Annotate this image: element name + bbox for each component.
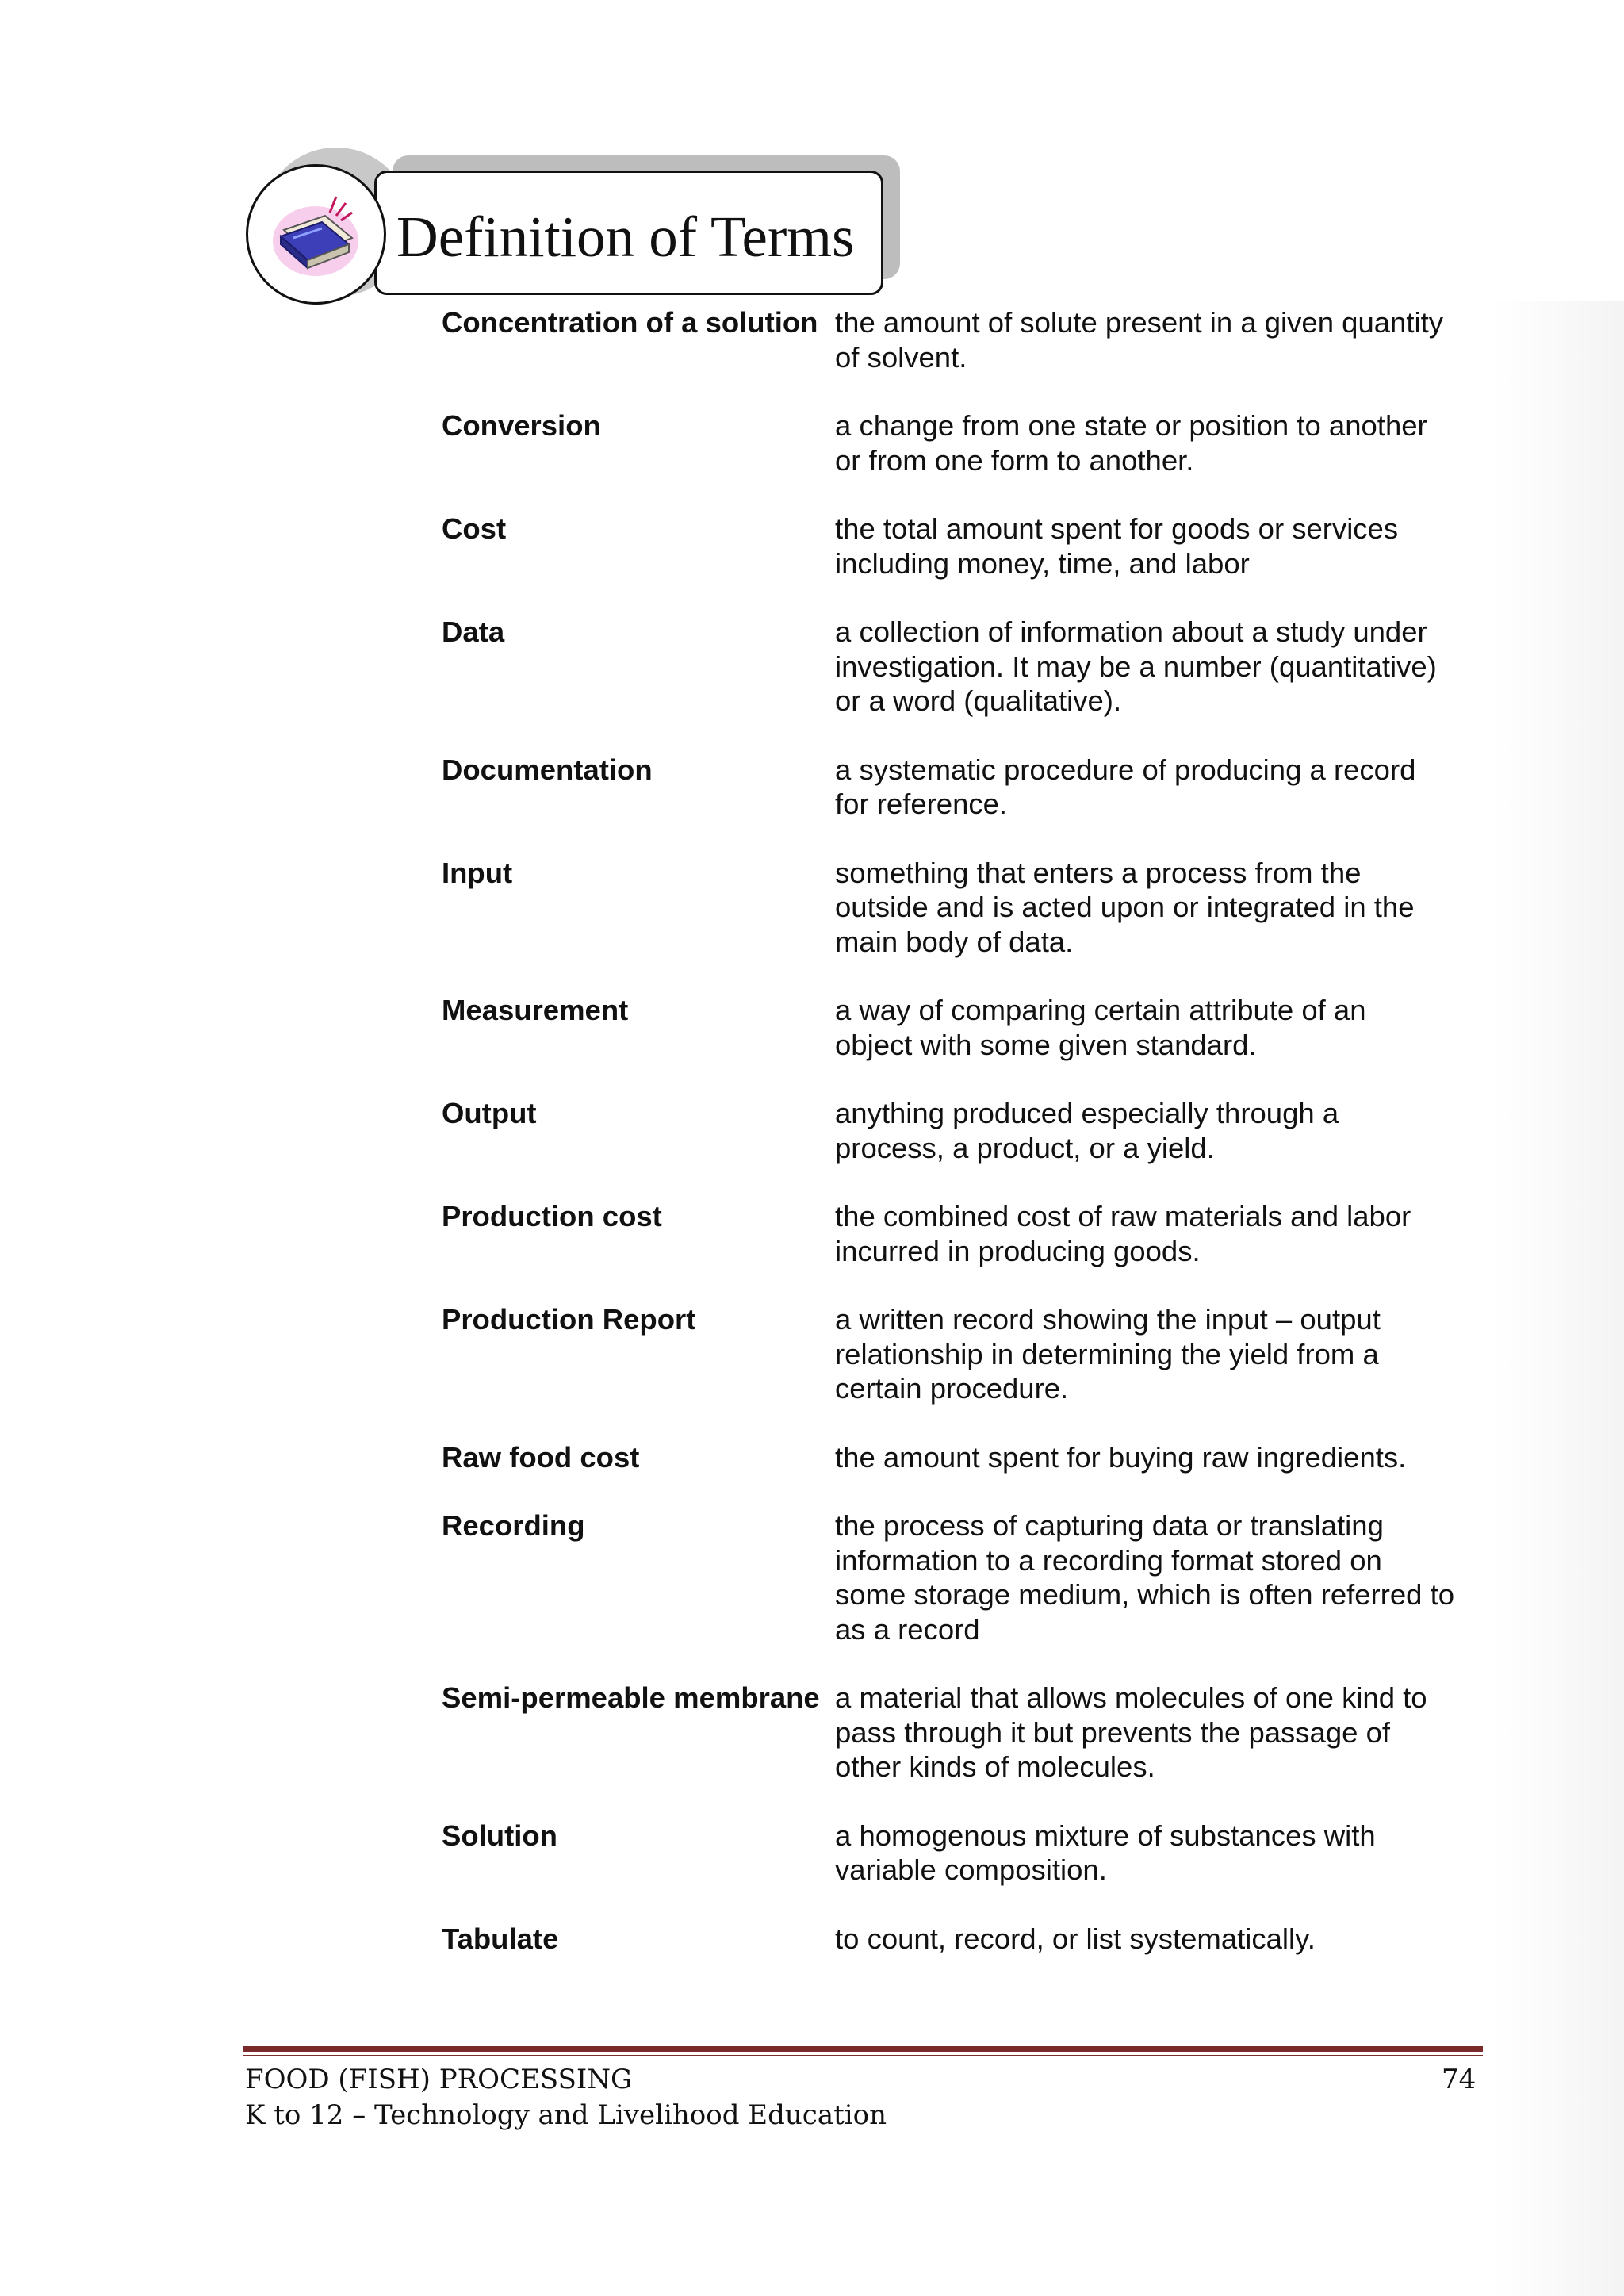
term-row <box>442 1681 1488 1784</box>
term-definition <box>835 1199 1485 1268</box>
definition-line: the combined cost of raw materials and labor <box>835 1200 1411 1232</box>
page-number: 74 <box>1442 2064 1477 2095</box>
term-definition <box>835 1096 1485 1165</box>
term-name: Production cost <box>442 1200 662 1232</box>
term-definition <box>835 1819 1485 1888</box>
definition-line: for reference. <box>835 788 1008 820</box>
definition-line: a way of comparing certain attribute of an <box>835 994 1366 1026</box>
term-definition <box>835 1302 1485 1406</box>
definition-line: the amount of solute present in a given quantity <box>835 306 1443 339</box>
definition-line: of solvent. <box>835 340 967 374</box>
definition-line: a material that allows molecules of one kind to <box>835 1681 1427 1714</box>
definition-line: investigation. It may be a number (quantitative) <box>835 650 1437 683</box>
definition-line: the amount spent for buying raw ingredients. <box>835 1440 1407 1474</box>
definition-line: information to a recording format stored on <box>835 1543 1382 1577</box>
definition-line: some storage medium, which is often referred to <box>835 1578 1455 1611</box>
footer-program-title: K to 12 – Technology and Livelihood Education <box>245 2099 887 2131</box>
term-row <box>442 1440 1488 1475</box>
term-name: Input <box>442 856 513 889</box>
definition-line: the process of capturing data or translating <box>835 1509 1384 1542</box>
term-definition <box>835 1681 1485 1784</box>
term-name: Measurement <box>442 994 629 1026</box>
term-name: Data <box>442 615 505 648</box>
definition-line: a collection of information about a study under <box>835 615 1427 648</box>
term-row <box>442 1819 1488 1888</box>
term-row <box>442 993 1488 1062</box>
term-row <box>442 615 1488 719</box>
definition-line: a homogenous mixture of substances with <box>835 1819 1376 1852</box>
definition-line: something that enters a process from the <box>835 856 1362 889</box>
definition-line: relationship in determining the yield from a <box>835 1337 1379 1370</box>
definition-line: variable composition. <box>835 1853 1107 1886</box>
definition-line: object with some given standard. <box>835 1028 1257 1061</box>
term-name: Recording <box>442 1509 585 1542</box>
term-name: Documentation <box>442 753 653 786</box>
term-definition <box>835 615 1485 719</box>
definition-line: or a word (qualitative). <box>835 684 1122 717</box>
term-row <box>442 512 1488 581</box>
term-row <box>442 305 1488 374</box>
term-name: Concentration of a solution <box>442 306 818 339</box>
term-definition <box>835 1508 1485 1646</box>
definition-line: a systematic procedure of producing a record <box>835 753 1416 786</box>
page-edge-shading <box>1491 301 1624 2296</box>
term-definition <box>835 305 1485 374</box>
definition-line: to count, record, or list systematically. <box>835 1922 1316 1955</box>
term-definition <box>835 993 1485 1062</box>
definition-line: main body of data. <box>835 925 1074 958</box>
term-name: Output <box>442 1097 537 1129</box>
term-name: Tabulate <box>442 1922 559 1955</box>
term-name: Production Report <box>442 1303 696 1336</box>
term-row <box>442 856 1488 960</box>
term-definition <box>835 512 1485 581</box>
term-name: Semi-permeable membrane <box>442 1681 820 1714</box>
definition-line: outside and is acted upon or integrated in the <box>835 891 1415 923</box>
definition-line: the total amount spent for goods or services <box>835 512 1399 545</box>
book-icon <box>270 189 365 284</box>
term-definition <box>835 1922 1485 1957</box>
term-name: Conversion <box>442 409 601 442</box>
term-name: Cost <box>442 512 507 545</box>
term-row <box>442 1199 1488 1268</box>
page-title: Definition of Terms <box>396 205 855 269</box>
definition-line: other kinds of molecules. <box>835 1750 1155 1783</box>
definition-line: a change from one state or position to another <box>835 409 1427 442</box>
term-name: Raw food cost <box>442 1440 640 1474</box>
term-row <box>442 1922 1488 1957</box>
term-definition <box>835 753 1485 822</box>
definition-line: pass through it but prevents the passage of <box>835 1715 1391 1749</box>
definition-line: process, a product, or a yield. <box>835 1131 1215 1164</box>
definition-line: anything produced especially through a <box>835 1097 1339 1129</box>
term-definition <box>835 856 1485 960</box>
term-row <box>442 1096 1488 1165</box>
term-row <box>442 1302 1488 1406</box>
term-definition <box>835 1440 1485 1475</box>
footer-rule-thin <box>243 2055 1483 2056</box>
definition-line: including money, time, and labor <box>835 546 1250 580</box>
footer-course-title: FOOD (FISH) PROCESSING <box>245 2064 633 2095</box>
definitions-list <box>442 305 1488 1990</box>
definition-line: as a record <box>835 1612 980 1646</box>
term-row <box>442 408 1488 477</box>
definition-line: a written record showing the input – output <box>835 1303 1381 1336</box>
footer-rule <box>243 2046 1483 2052</box>
definition-line: or from one form to another. <box>835 443 1194 477</box>
definition-line: incurred in producing goods. <box>835 1234 1201 1267</box>
term-row <box>442 1508 1488 1646</box>
term-name: Solution <box>442 1819 557 1852</box>
term-row <box>442 753 1488 822</box>
definition-line: certain procedure. <box>835 1372 1069 1405</box>
term-definition <box>835 408 1485 477</box>
